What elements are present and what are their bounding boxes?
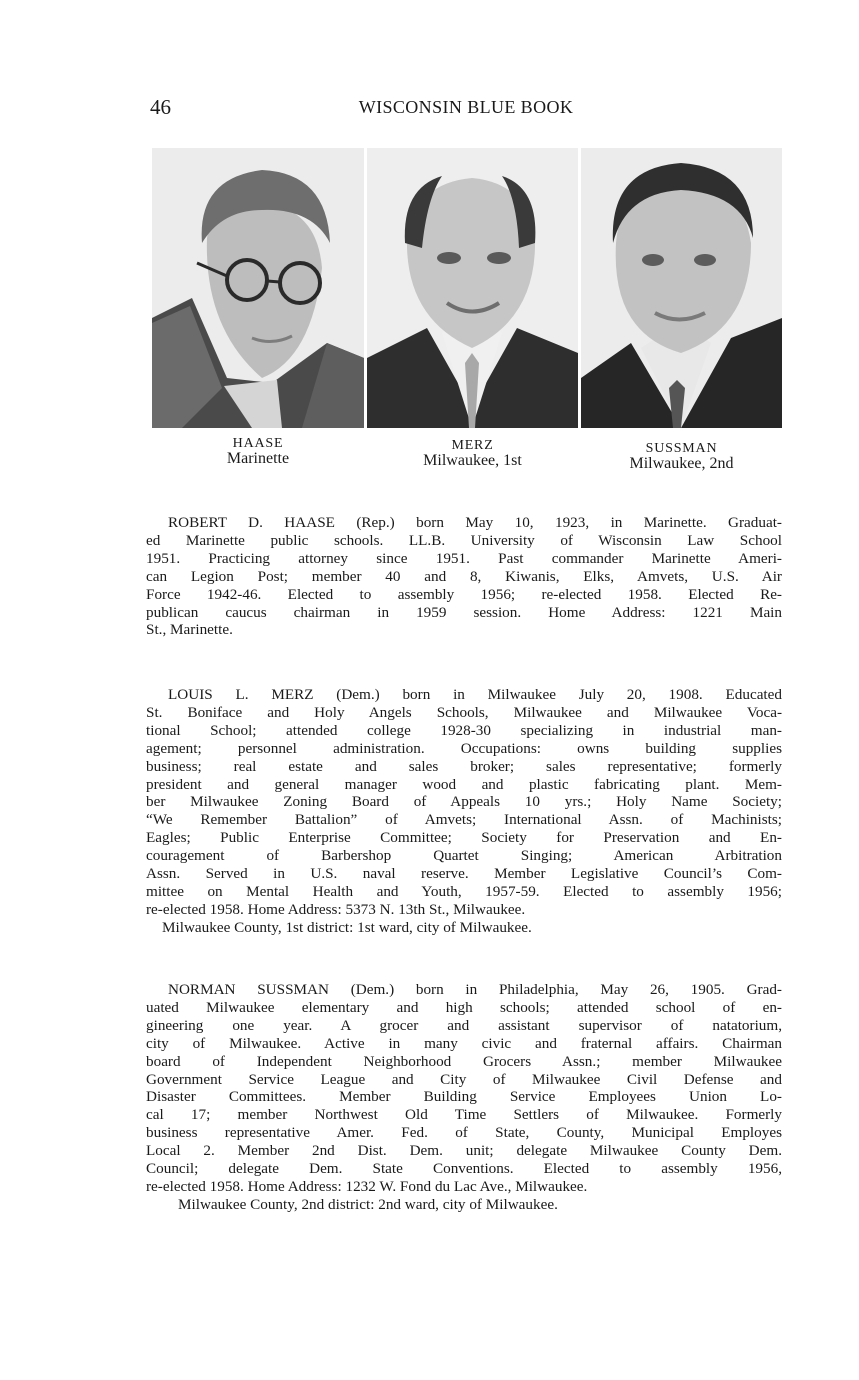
bio-line: Force 1942-46. Elected to assembly 1956; re-elected 1958. Elected Re- [146, 585, 782, 603]
bio-line: ed Marinette public schools. LL.B. University of Wisconsin Law School [146, 531, 782, 549]
caption-place: Milwaukee, 1st [423, 452, 522, 469]
portrait-photo-haase [152, 148, 364, 428]
portrait-photo-sussman [581, 148, 782, 428]
caption-place: Marinette [226, 450, 290, 467]
caption-name: HAASE [232, 436, 284, 451]
bio-line: city of Milwaukee. Active in many civic and fraternal affairs. Chairman [146, 1034, 782, 1052]
bio-line: St., Marinette. [146, 621, 233, 639]
bio-line: ROBERT D. HAASE (Rep.) born May 10, 1923, in Marinette. Graduat- [168, 514, 782, 531]
bio-line: couragement of Barbershop Quartet Singing; American Arbitration [146, 847, 782, 865]
bio-line: board of Independent Neighborhood Grocers Assn.; member Milwaukee [146, 1052, 782, 1070]
page-header [150, 95, 782, 121]
bio-line: Council; delegate Dem. State Conventions. Elected to assembly 1956, [146, 1160, 782, 1178]
biography-sussman [146, 981, 782, 1214]
bio-line: can Legion Post; member 40 and 8, Kiwanis, Elks, Amvets, U.S. Air [146, 567, 782, 585]
bio-line: president and general manager wood and plastic fabricating plant. Mem- [146, 775, 782, 793]
bio-line: Disaster Committees. Member Building Service Employees Union Lo- [146, 1088, 782, 1106]
running-title: WISCONSIN BLUE BOOK [358, 97, 574, 117]
bio-line: business; real estate and sales broker; sales representative; formerly [146, 757, 782, 775]
bio-line: St. Boniface and Holy Angels Schools, Milwaukee and Milwaukee Voca- [146, 703, 782, 721]
bio-line: agement; personnel administration. Occupations: owns building supplies [146, 739, 782, 757]
portrait-photo-merz [367, 148, 578, 428]
bio-line: gineering one year. A grocer and assistant supervisor of natatorium, [146, 1016, 782, 1034]
bio-line: business representative Amer. Fed. of State, County, Municipal Employes [146, 1124, 782, 1142]
bio-line: uated Milwaukee elementary and high schools; attended school of en- [146, 998, 782, 1016]
bio-line: Government Service League and City of Milwaukee Civil Defense and [146, 1070, 782, 1088]
bio-line: Eagles; Public Enterprise Committee; Society for Preservation and En- [146, 829, 782, 847]
caption-sussman [581, 441, 782, 471]
bio-line: re-elected 1958. Home Address: 1232 W. Fond du Lac Ave., Milwaukee. [146, 1177, 588, 1195]
caption-merz [367, 438, 578, 468]
bio-line: ber Milwaukee Zoning Board of Appeals 10 yrs.; Holy Name Society; [146, 793, 782, 811]
bio-line: 1951. Practicing attorney since 1951. Past commander Marinette Ameri- [146, 549, 782, 567]
bio-line: NORMAN SUSSMAN (Dem.) born in Philadelphia, May 26, 1905. Grad- [168, 981, 782, 998]
bio-line: LOUIS L. MERZ (Dem.) born in Milwaukee July 20, 1908. Educated [168, 686, 782, 703]
district-line: Milwaukee County, 2nd district: 2nd ward, city of Milwaukee. [178, 1195, 558, 1213]
bio-line: cal 17; member Northwest Old Time Settlers of Milwaukee. Formerly [146, 1106, 782, 1124]
bio-line: tional School; attended college 1928-30 specializing in industrial man- [146, 721, 782, 739]
bio-line: mittee on Mental Health and Youth, 1957-59. Elected to assembly 1956; [146, 882, 782, 900]
biography-haase [146, 514, 782, 639]
caption-haase [152, 436, 364, 466]
bio-line: Local 2. Member 2nd Dist. Dem. unit; delegate Milwaukee County Dem. [146, 1142, 782, 1160]
bio-line: publican caucus chairman in 1959 session. Home Address: 1221 Main [146, 603, 782, 621]
caption-place: Milwaukee, 2nd [629, 455, 734, 472]
caption-name: SUSSMAN [645, 441, 718, 456]
bio-line: Assn. Served in U.S. naval reserve. Member Legislative Council’s Com- [146, 865, 782, 883]
bio-line: “We Remember Battalion” of Amvets; International Assn. of Machinists; [146, 811, 782, 829]
bio-line: re-elected 1958. Home Address: 5373 N. 13th St., Milwaukee. [146, 900, 526, 918]
biography-merz [146, 686, 782, 937]
caption-name: MERZ [451, 438, 494, 453]
page-number: 46 [150, 95, 171, 119]
district-line: Milwaukee County, 1st district: 1st ward, city of Milwaukee. [162, 918, 532, 936]
